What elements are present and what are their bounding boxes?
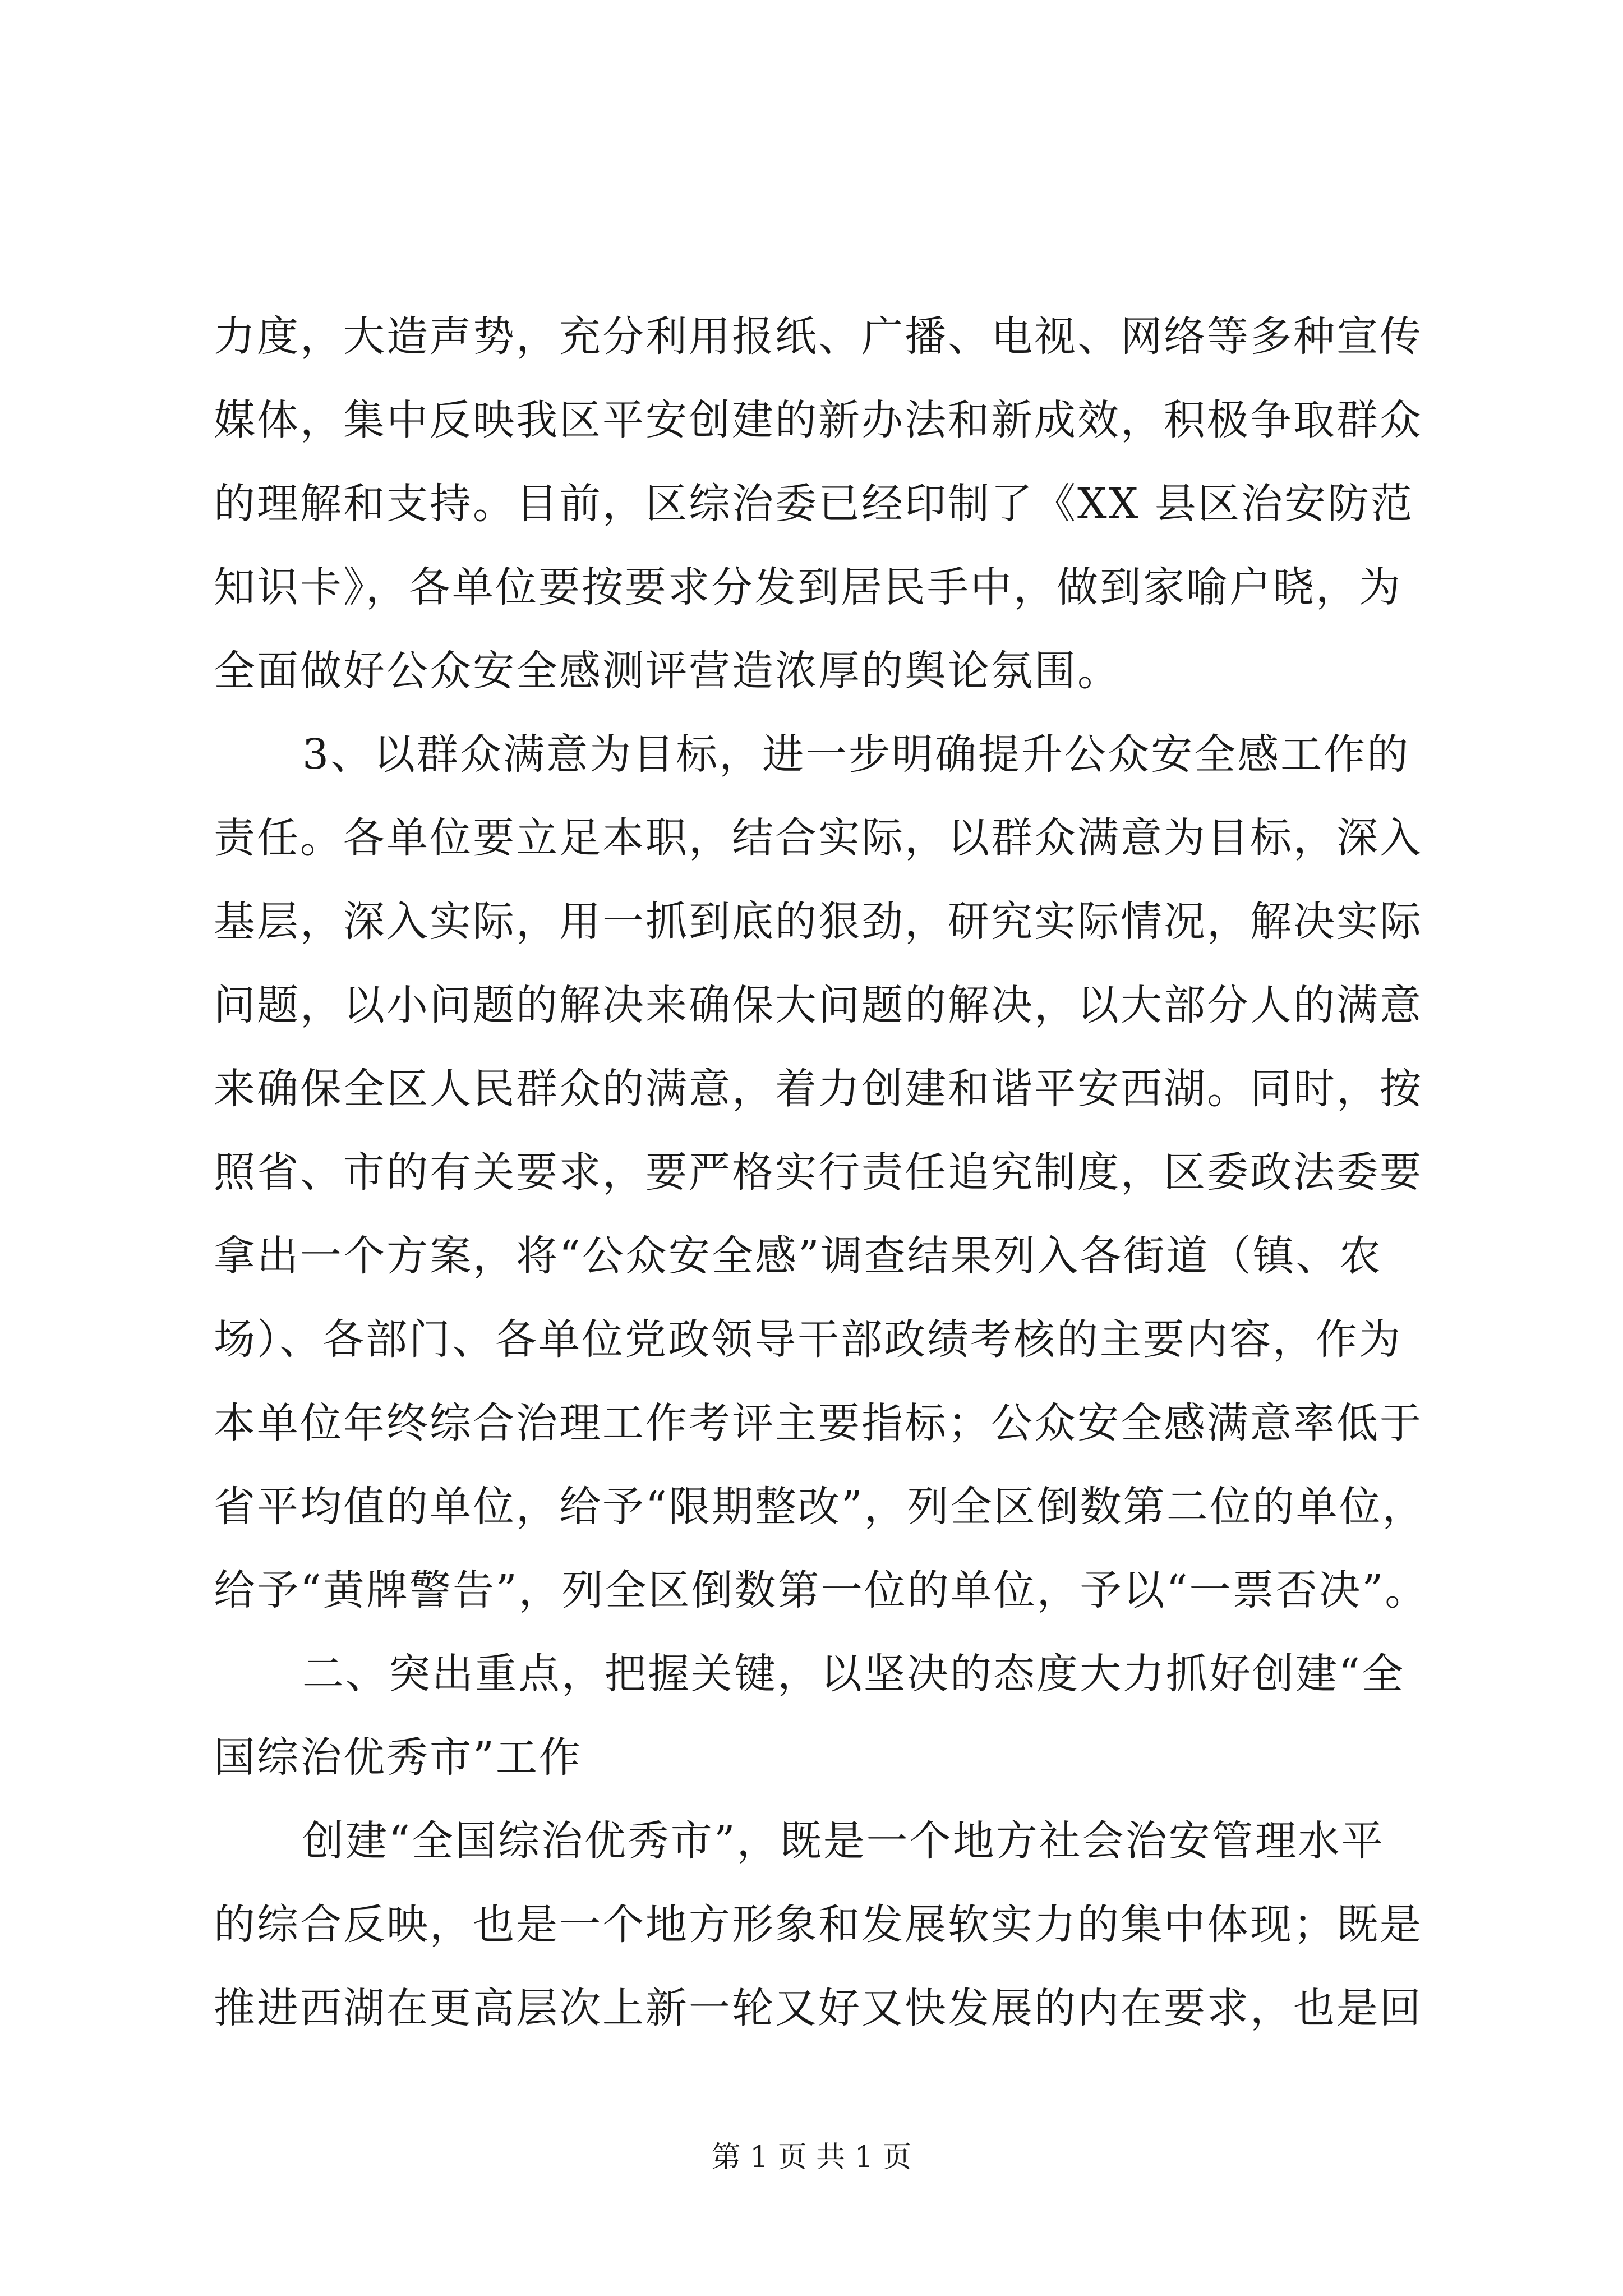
text-line: 全面做好公众安全感测评营造浓厚的舆论氛围。 bbox=[214, 647, 1121, 695]
text-line: 国综治优秀市”工作 bbox=[214, 1733, 582, 1782]
text-line: 省平均值的单位，给予“限期整改”，列全区倒数第二位的单位， bbox=[214, 1483, 1426, 1531]
text-line: 给予“黄牌警告”，列全区倒数第一位的单位，予以“一票否决”。 bbox=[214, 1566, 1428, 1614]
text-line: 3、以群众满意为目标，进一步明确提升公众安全感工作的 bbox=[302, 730, 1410, 779]
text-line: 基层，深入实际，用一抓到底的狠劲，研究实际情况，解决实际 bbox=[214, 898, 1423, 946]
text-line: 问题，以小问题的解决来确保大问题的解决，以大部分人的满意 bbox=[214, 981, 1423, 1029]
text-line: 拿出一个方案，将“公众安全感”调查结果列入各街道（镇、农 bbox=[214, 1232, 1382, 1280]
text-line: 的理解和支持。目前，区综治委已经印制了《XX 县区治安防范 bbox=[214, 480, 1414, 528]
text-line: 来确保全区人民群众的满意，着力创建和谐平安西湖。同时，按 bbox=[214, 1065, 1423, 1113]
text-line: 力度，大造声势，充分利用报纸、广播、电视、网络等多种宣传 bbox=[214, 312, 1423, 361]
text-line: 照省、市的有关要求，要严格实行责任追究制度，区委政法委要 bbox=[214, 1148, 1423, 1197]
paragraph-3 bbox=[214, 1800, 1560, 2050]
paragraph-2 bbox=[214, 713, 1560, 1632]
text-line: 场）、各部门、各单位党政领导干部政绩考核的主要内容，作为 bbox=[214, 1315, 1402, 1364]
text-line: 二、突出重点，把握关键，以坚决的态度大力抓好创建“全 bbox=[302, 1650, 1405, 1698]
text-line: 创建“全国综治优秀市”，既是一个地方社会治安管理水平 bbox=[302, 1817, 1385, 1865]
text-line: 知识卡》，各单位要按要求分发到居民手中，做到家喻户晓，为 bbox=[214, 563, 1402, 611]
paragraph-1 bbox=[214, 295, 1560, 713]
text-line: 的综合反映，也是一个地方形象和发展软实力的集中体现；既是 bbox=[214, 1901, 1423, 1949]
text-line: 本单位年终综合治理工作考评主要指标；公众安全感满意率低于 bbox=[214, 1399, 1423, 1447]
page-number-footer: 第 1 页 共 1 页 bbox=[711, 2141, 912, 2174]
text-line: 媒体，集中反映我区平安创建的新办法和新成效，积极争取群众 bbox=[214, 396, 1423, 444]
text-line: 推进西湖在更高层次上新一轮又好又快发展的内在要求，也是回 bbox=[214, 1984, 1423, 2032]
text-line: 责任。各单位要立足本职，结合实际，以群众满意为目标，深入 bbox=[214, 814, 1423, 862]
document-body bbox=[214, 295, 1560, 2050]
section-heading bbox=[214, 1632, 1560, 1800]
